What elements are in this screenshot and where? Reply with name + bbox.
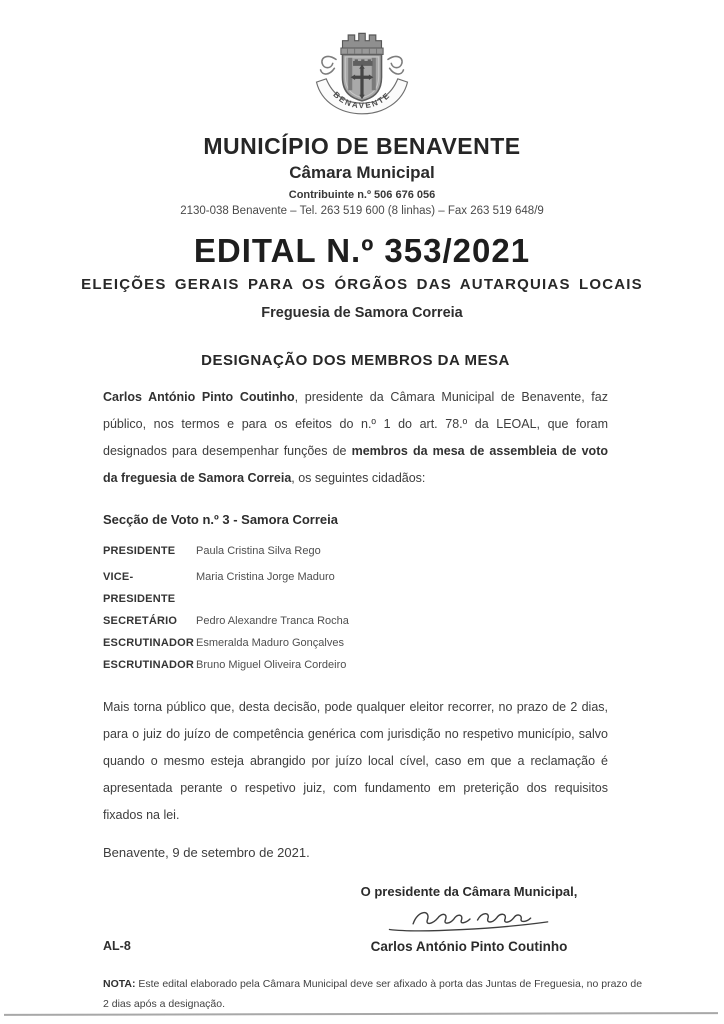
paragraph-segment: Carlos António Pinto Coutinho [103,390,295,404]
member-name: Esmeralda Maduro Gonçalves [196,637,344,649]
member-name: Paula Cristina Silva Rego [196,545,321,557]
handwritten-signature-icon [382,902,557,938]
member-role: ESCRUTINADOR [103,659,195,671]
crest-scroll-right [388,56,403,74]
paragraph-segment: , os seguintes cidadãos: [291,471,426,485]
members-table [103,540,608,676]
municipality-name: MUNICÍPIO DE BENAVENTE [203,133,521,159]
table-row [103,566,608,610]
paragraph-segment: , presidente da Câmara Municipal de Benavente, faz público, nos termos e para os efeitos do n.º 1 do art. 78.º da LEOAL, que foram designados para desempenhar funções de [103,390,608,458]
crest-container [0,0,724,131]
section-heading: DESIGNAÇÃO DOS MEMBROS DA MESA [201,352,510,369]
coat-of-arms-icon [305,22,419,126]
designation-paragraph [103,384,608,492]
elections-subtitle: ELEIÇÕES GERAIS PARA OS ÓRGÃOS DAS AUTARQUIAS LOCAIS [81,276,643,293]
signature-block [344,884,594,954]
table-row [103,540,608,562]
member-name: Bruno Miguel Oliveira Cordeiro [196,659,347,671]
table-row [103,632,608,654]
table-row [103,654,608,676]
member-role: SECRETÁRIO [103,615,178,627]
crest-crown [341,33,383,54]
member-role: VICE-PRESIDENTE [103,571,176,605]
edital-title: EDITAL N.º 353/2021 [193,232,531,269]
signature-row [103,884,608,954]
department-name: Câmara Municipal [289,163,435,182]
taxpayer-number: Contribuinte n.º 506 676 056 [288,189,436,201]
letterhead [0,0,724,217]
footer-note [103,974,648,1014]
title-block [0,232,724,321]
member-name: Pedro Alexandre Tranca Rocha [196,615,349,627]
crest-banner-text: BENAVENTE [331,90,393,111]
paragraph-segment: membros da mesa de assembleia de voto da freguesia de Samora Correia [103,444,608,485]
note-label: NOTA: [103,978,136,990]
voting-section-heading: Secção de Voto n.º 3 - Samora Correia [103,512,338,527]
dateline: Benavente, 9 de setembro de 2021. [103,845,310,860]
member-role: ESCRUTINADOR [103,637,195,649]
appeal-paragraph: Mais torna público que, desta decisão, pode qualquer eleitor recorrer, no prazo de 2 dias, para o juiz do juízo de competência genérica com jurisdição no respetivo município, salvo quando o mesmo esteja abrangido por juízo local cível, caso em que a reclamação é apresentada perante o respetivo juiz, com fundamento em preterição dos requisitos fixados na lei. [103,700,608,822]
crest-scroll-left [321,56,336,74]
doc-code: AL-8 [103,939,131,953]
member-role: PRESIDENTE [103,545,176,557]
crest-shield [343,55,382,101]
parish-name: Freguesia de Samora Correia [261,305,463,321]
note-text: Este edital elaborado pela Câmara Municipal deve ser afixado à porta das Juntas de Freguesia, no prazo de 2 dias após a designação. [103,978,643,1010]
address-line: 2130-038 Benavente – Tel. 263 519 600 (8 linhas) – Fax 263 519 648/9 [180,205,544,217]
signature-title: O presidente da Câmara Municipal, [360,884,578,899]
member-name: Maria Cristina Jorge Maduro [196,571,335,583]
table-row [103,610,608,632]
document-body [103,352,643,1014]
signer-name: Carlos António Pinto Coutinho [370,939,568,954]
crest-bridge [353,59,373,66]
